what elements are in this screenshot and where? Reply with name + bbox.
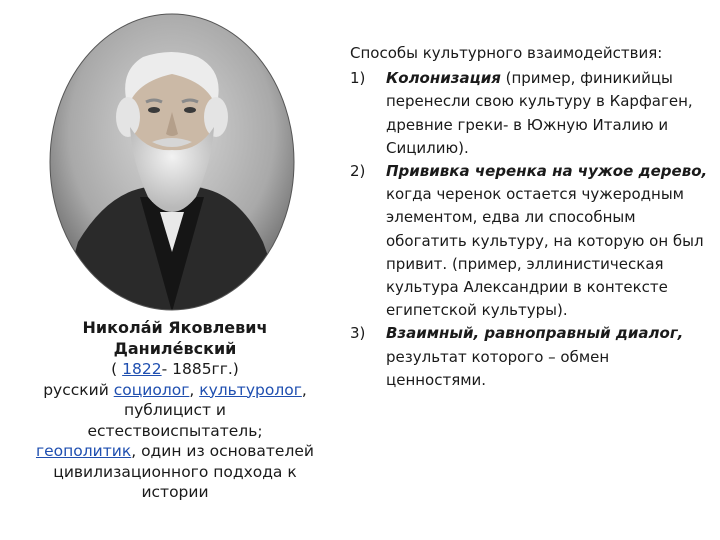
method-number: 2)	[350, 162, 366, 181]
occupation-suffix: ,	[301, 380, 307, 399]
methods-list	[350, 67, 712, 392]
method-description: когда черенок остается чужеродным элементом, едва ли способным обогатить культуру, на которую он был привит. (пример, эллинистическая культура Александрии в контексте египетской культуры).	[386, 185, 704, 320]
method-term: Прививка черенка на чужое дерево,	[386, 162, 708, 181]
method-description: результат которого – обмен ценностями.	[386, 347, 610, 389]
years-close: - 1885гг.)	[161, 360, 239, 378]
method-item	[350, 160, 712, 322]
person-name-line1: Никола́й Яковлевич	[82, 318, 268, 337]
bio-line6-suffix: , один из основателей	[131, 442, 314, 460]
method-number: 1)	[350, 69, 366, 88]
methods-heading: Способы культурного взаимодействия:	[350, 44, 663, 62]
method-item	[350, 67, 712, 160]
bio-line8: истории	[141, 483, 209, 501]
bio-line4: публицист и	[123, 401, 227, 419]
portrait-engraving	[48, 12, 296, 312]
methods-section	[350, 42, 712, 392]
geopolitician-link[interactable]: геополитик	[35, 442, 132, 460]
bio-line7: цивилизационного подхода к	[53, 462, 297, 481]
occupation-prefix: русский	[43, 380, 114, 399]
portrait-photo	[48, 12, 296, 312]
method-number: 3)	[350, 324, 366, 343]
method-description: (пример, финикийцы перенесли свою культуру в Карфаген, древние греки- в Южную Италию и Сицилию).	[386, 69, 693, 157]
bio-line5: естествоиспытатель;	[87, 421, 263, 440]
occupation-line	[14, 380, 336, 401]
method-term: Колонизация	[386, 69, 501, 88]
person-name-line2: Даниле́вский	[113, 338, 237, 358]
birth-year-link[interactable]: 1822	[122, 360, 162, 378]
culturologist-link[interactable]: культуролог	[199, 380, 302, 399]
years-open: (	[111, 360, 123, 378]
geopolitician-line	[14, 441, 336, 462]
sociologist-link[interactable]: социолог	[113, 380, 190, 399]
life-years	[14, 359, 336, 380]
method-item	[350, 322, 712, 392]
biography-caption	[14, 318, 336, 503]
method-term: Взаимный, равноправный диалог,	[386, 324, 684, 343]
occupation-separator: ,	[189, 380, 200, 399]
